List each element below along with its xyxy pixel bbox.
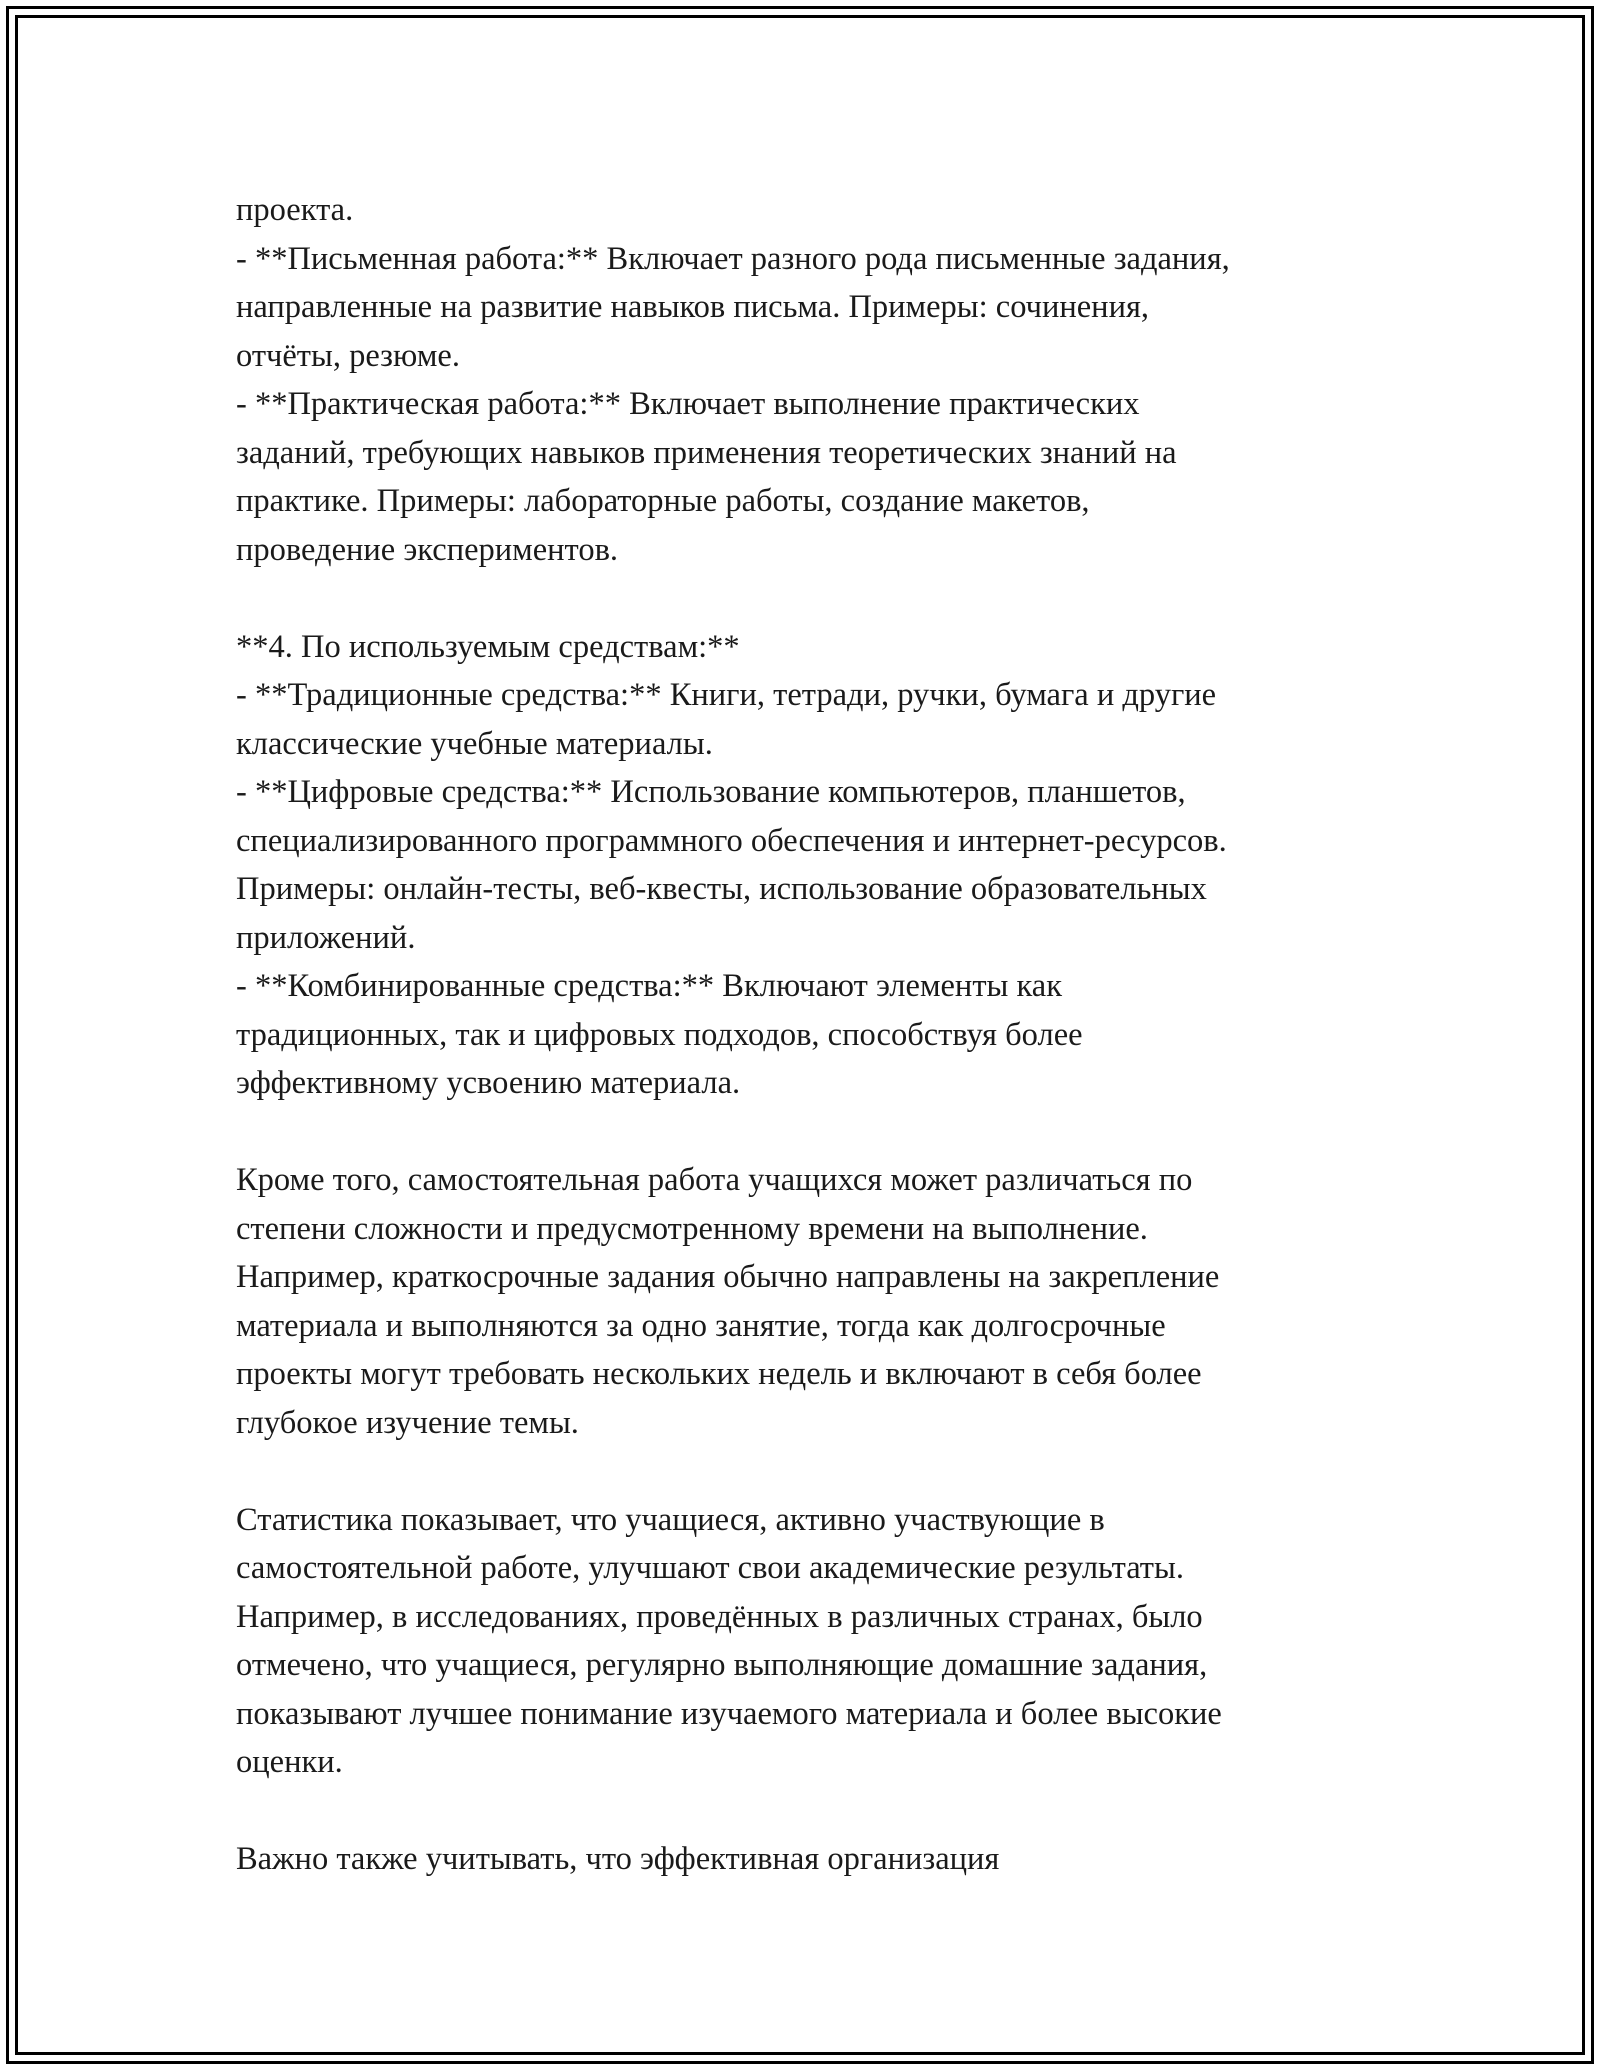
text-line: специализированного программного обеспечения и интернет-ресурсов. <box>236 822 1227 859</box>
text-line: глубокое изучение темы. <box>236 1404 579 1441</box>
text-line: классические учебные материалы. <box>236 725 713 762</box>
text-line: - **Комбинированные средства:** Включают элементы как <box>236 968 1063 1004</box>
text-line: Важно также учитывать, что эффективная организация <box>236 1841 1000 1877</box>
text-line: Кроме того, самостоятельная работа учащихся может различаться по <box>236 1162 1193 1198</box>
text-line: Статистика показывает, что учащиеся, активно участвующие в <box>236 1501 1105 1538</box>
text-line: приложений. <box>236 919 416 956</box>
text-line: Например, краткосрочные задания обычно направлены на закрепление <box>236 1259 1220 1295</box>
document-body <box>236 186 1386 1884</box>
section-heading: **4. По используемым средствам:** <box>236 628 740 665</box>
paragraph-break <box>236 1447 1386 1496</box>
text-line: проведение экспериментов. <box>236 531 619 568</box>
text-line: степени сложности и предусмотренному времени на выполнение. <box>236 1210 1148 1247</box>
text-line: оценки. <box>236 1744 343 1780</box>
text-line: проекта. <box>236 192 354 228</box>
paragraph-break <box>236 1108 1386 1157</box>
text-line: практике. Примеры: лабораторные работы, создание макетов, <box>236 483 1090 519</box>
text-line: показывают лучшее понимание изучаемого материала и более высокие <box>236 1695 1222 1732</box>
text-line: Например, в исследованиях, проведённых в различных странах, было <box>236 1598 1203 1635</box>
text-line: - **Традиционные средства:** Книги, тетради, ручки, бумага и другие <box>236 677 1217 713</box>
text-line: материала и выполняются за одно занятие, тогда как долгосрочные <box>236 1307 1166 1344</box>
text-line: традиционных, так и цифровых подходов, способствуя более <box>236 1016 1083 1053</box>
text-line: - **Цифровые средства:** Использование компьютеров, планшетов, <box>236 774 1186 810</box>
text-line: - **Практическая работа:** Включает выполнение практических <box>236 386 1140 422</box>
text-line: заданий, требующих навыков применения теоретических знаний на <box>236 434 1177 471</box>
paragraph-break <box>236 1787 1386 1836</box>
text-line: самостоятельной работе, улучшают свои академические результаты. <box>236 1550 1184 1586</box>
text-line: отчёты, резюме. <box>236 337 460 374</box>
text-line: отмечено, что учащиеся, регулярно выполняющие домашние задания, <box>236 1647 1208 1683</box>
text-line: направленные на развитие навыков письма. Примеры: сочинения, <box>236 289 1150 325</box>
text-line: - **Письменная работа:** Включает разного рода письменные задания, <box>236 240 1230 277</box>
text-line: проекты могут требовать нескольких недель и включают в себя более <box>236 1356 1202 1392</box>
paragraph-break <box>236 574 1386 623</box>
text-line: Примеры: онлайн-тесты, веб-квесты, использование образовательных <box>236 871 1207 907</box>
text-line: эффективному усвоению материала. <box>236 1065 741 1101</box>
